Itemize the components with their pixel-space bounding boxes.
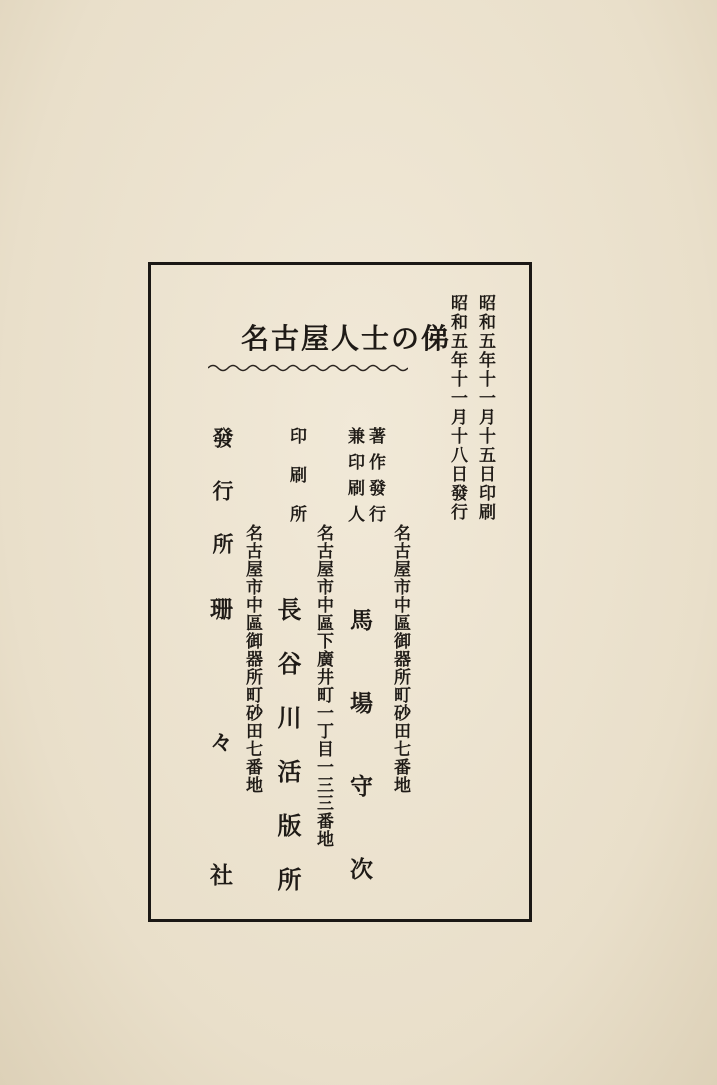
author-role-line2: 兼印刷人 [344, 427, 364, 531]
print-date: 昭和五年十一月十五日印刷 [475, 294, 495, 522]
publisher-role: 發行所 [210, 427, 235, 586]
publisher-name: 珊々社 [206, 597, 233, 996]
printer-address: 名古屋市中區下廣井町一丁目一三三番地 [313, 524, 333, 848]
issue-date: 昭和五年十一月十八日發行 [447, 294, 467, 522]
title-wavy-underline [208, 363, 408, 373]
publisher-address: 名古屋市中區御器所町砂田七番地 [242, 524, 262, 794]
author-name: 馬場守次 [346, 608, 373, 940]
author-role-line1: 著作發行 [365, 427, 385, 531]
printer-role: 印刷所 [286, 427, 306, 544]
book-title: 名古屋人士の俤 [241, 322, 452, 355]
author-address: 名古屋市中區御器所町砂田七番地 [390, 524, 410, 794]
printer-name: 長谷川活版所 [273, 597, 302, 921]
